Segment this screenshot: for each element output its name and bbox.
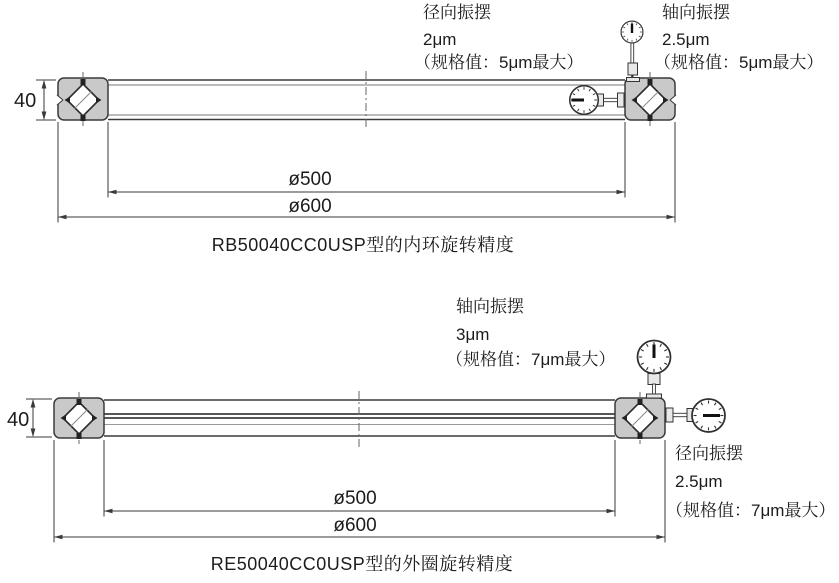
figure1-cross-section-left [57,72,109,126]
raceway-diameter-label: ø500 [333,488,377,509]
axial-runout-spec: （规格值：5μm最大） [654,53,824,72]
radial-runout-label: 径向振摆 [675,444,743,463]
figure2-bearing-side-view [26,341,725,543]
axial-runout-label: 轴向振摆 [662,3,730,22]
axial-runout-value: 3μm [456,325,490,344]
figure2-cross-section-right [615,392,665,444]
figure2-cross-section-left [54,392,104,444]
radial-runout-value: 2.5μm [675,472,723,491]
axial-runout-spec: （规格值：7μm最大） [446,350,616,369]
figure2-dial-indicator-radial [666,399,725,432]
figure1-caption: RB50040CC0USP型的内环旋转精度 [211,235,515,255]
width-dimension-label: 40 [7,409,30,431]
figure2-caption: RE50040CC0USP型的外圈旋转精度 [210,554,514,574]
figure1-dial-indicator-axial [621,21,643,81]
figure1-dial-indicator-radial [570,86,624,115]
raceway-diameter-label: ø500 [288,169,332,190]
axial-runout-value: 2.5μm [662,30,710,49]
radial-runout-value: 2μm [423,30,457,49]
figure2-dial-indicator-axial [638,341,671,399]
radial-runout-spec: （规格值：5μm最大） [414,53,584,72]
width-dimension-label: 40 [14,90,37,112]
outer-diameter-label: ø600 [288,196,332,217]
axial-runout-label: 轴向振摆 [456,297,524,316]
figure1-dimension-width [36,80,56,120]
figure2-dimension-width [26,399,52,437]
radial-runout-spec: （规格值：7μm最大） [666,501,836,520]
radial-runout-label: 径向振摆 [423,3,491,22]
outer-diameter-label: ø600 [333,515,377,536]
